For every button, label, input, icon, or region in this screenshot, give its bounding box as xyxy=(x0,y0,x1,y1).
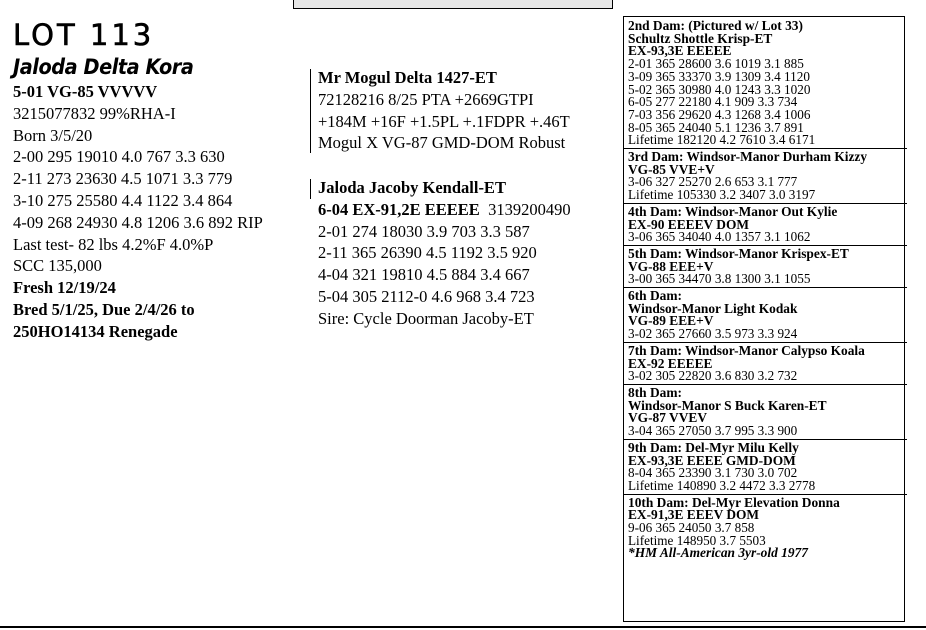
cow-name: Jaloda Delta Kora xyxy=(13,55,194,79)
record-line xyxy=(13,103,313,125)
dam-line xyxy=(318,199,571,221)
record-line-text: Last test- 82 lbs 4.2%F 4.0%P xyxy=(13,234,214,254)
dam-line-text: 4-04 321 19810 4.5 884 3.4 667 xyxy=(318,265,530,285)
ancestor-line xyxy=(628,231,902,244)
dam-line xyxy=(318,221,571,243)
ancestor-line-text: VG-89 EEE+V xyxy=(628,313,714,329)
ancestor-line-text: 7th Dam: Windsor-Manor Calypso Koala xyxy=(628,342,865,358)
record-line-text: 2-11 273 23630 4.5 1071 3.3 779 xyxy=(13,169,233,189)
record-line xyxy=(13,277,313,299)
ancestor-line-text: EX-92 EEEEE xyxy=(628,355,713,371)
sire-line xyxy=(318,132,570,154)
dam-line-text: 5-04 305 2112-0 4.6 968 3.4 723 xyxy=(318,286,535,306)
ancestor-line xyxy=(628,547,902,560)
ancestor-line-text: 8-05 365 24040 5.1 1236 3.7 891 xyxy=(628,119,804,135)
bottom-rule xyxy=(0,626,926,628)
ancestor-line-text: Windsor-Manor Light Kodak xyxy=(628,300,798,316)
ancestor-line xyxy=(628,477,902,493)
sire-line-text: +184M +16F +1.5PL +.1FDPR +.46T xyxy=(318,111,570,131)
dam-line xyxy=(318,308,571,330)
ancestor-entry xyxy=(628,290,902,341)
ancestor-line xyxy=(628,328,902,341)
lot-number: LOT 113 xyxy=(13,18,155,52)
sire-line xyxy=(318,89,570,111)
ancestor-line-text: 8-04 365 23390 3.1 730 3.0 702 xyxy=(628,465,798,481)
sire-line-text: Mogul X VG-87 GMD-DOM Robust xyxy=(318,133,566,153)
dam-line xyxy=(318,286,571,308)
ancestor-line-text: EX-91,3E EEEV DOM xyxy=(628,507,760,523)
sire-block xyxy=(310,67,612,157)
ancestor-line-text: 2nd Dam: (Pictured w/ Lot 33) xyxy=(628,18,803,33)
dam-line xyxy=(318,242,571,264)
record-line xyxy=(13,81,313,103)
record-line-text: 4-09 268 24930 4.8 1206 3.6 892 RIP xyxy=(13,212,263,232)
ancestor-line-text: Schultz Shottle Krisp-ET xyxy=(628,30,773,46)
record-line-text: SCC 135,000 xyxy=(13,256,102,276)
record-line-text: 250HO14134 Renegade xyxy=(13,321,178,341)
dam-line-text: 2-01 274 18030 3.9 703 3.3 587 xyxy=(318,221,530,241)
ancestor-line-text: 3-02 365 27660 3.5 973 3.3 924 xyxy=(628,326,798,342)
ancestor-line-text: VG-88 EEE+V xyxy=(628,258,714,274)
dam-line-text: Sire: Cycle Doorman Jacoby-ET xyxy=(318,308,534,328)
ancestor-entry xyxy=(628,494,902,561)
sire-info xyxy=(318,67,570,154)
ancestor-line xyxy=(628,425,902,438)
ancestor-line-text: VG-85 VVE+V xyxy=(628,161,715,177)
dam-block xyxy=(310,177,612,329)
ancestor-line-text: 4th Dam: Windsor-Manor Out Kylie xyxy=(628,203,838,219)
dam-info xyxy=(318,177,571,330)
ancestor-line-text: Windsor-Manor S Buck Karen-ET xyxy=(628,397,827,413)
record-line xyxy=(13,190,313,212)
dam-line-text: 2-11 365 26390 4.5 1192 3.5 920 xyxy=(318,243,537,263)
record-line-text: Bred 5/1/25, Due 2/4/26 to xyxy=(13,299,195,319)
ancestor-entry xyxy=(628,342,902,384)
ancestor-line xyxy=(628,370,902,383)
ancestor-line-text: Lifetime 182120 4.2 7610 3.4 6171 xyxy=(628,132,816,148)
ancestor-line-text: *HM All-American 3yr-old 1977 xyxy=(628,545,808,561)
ancestor-line-text: 9th Dam: Del-Myr Milu Kelly xyxy=(628,439,799,455)
ancestor-entry xyxy=(628,20,902,147)
record-line-text: 5-01 VG-85 VVVVV xyxy=(13,82,158,101)
ancestor-line-text: 6th Dam: xyxy=(628,288,682,304)
record-line xyxy=(13,125,313,147)
sire-line xyxy=(318,111,570,133)
record-line-text: Fresh 12/19/24 xyxy=(13,278,116,298)
ancestor-line-text: 3-06 327 25270 2.6 653 3.1 777 xyxy=(628,174,798,190)
record-line xyxy=(13,168,313,190)
ancestor-entry xyxy=(628,151,902,202)
record-line-text: Born 3/5/20 xyxy=(13,125,93,145)
ancestor-line-text: Lifetime 140890 3.2 4472 3.3 2778 xyxy=(628,477,816,493)
record-line-text: 3215077832 99%RHA-I xyxy=(13,103,176,123)
ancestor-line-text: 2-01 365 28600 3.6 1019 3.1 885 xyxy=(628,56,804,72)
dam-line-registration: 3139200490 xyxy=(479,199,571,219)
ancestor-line-text: 8th Dam: xyxy=(628,384,682,400)
ancestor-entry xyxy=(628,439,902,493)
ancestor-line-text: 5th Dam: Windsor-Manor Krispex-ET xyxy=(628,245,849,261)
ancestor-line-text: 3rd Dam: Windsor-Manor Durham Kizzy xyxy=(628,149,868,165)
sire-line-text: Mr Mogul Delta 1427-ET xyxy=(318,68,497,87)
ancestor-entry xyxy=(628,203,902,245)
sire-line-text: 72128216 8/25 PTA +2669GTPI xyxy=(318,89,534,109)
ancestor-line-text: 6-05 277 22180 4.1 909 3.3 734 xyxy=(628,94,798,110)
record-line xyxy=(13,255,313,277)
dam-line-text: 6-04 EX-91,2E EEEEE xyxy=(318,199,480,219)
dam-line-text: Jaloda Jacoby Kendall-ET xyxy=(318,178,506,197)
record-line xyxy=(13,299,313,321)
record-line xyxy=(13,321,313,343)
pedigree-list xyxy=(628,20,902,560)
ancestor-line-text: 9-06 365 24050 3.7 858 xyxy=(628,520,755,536)
ancestor-line-text: 3-09 365 33370 3.9 1309 3.4 1120 xyxy=(628,68,810,84)
ancestor-line-text: 7-03 356 29620 4.3 1268 3.4 1006 xyxy=(628,106,811,122)
record-line xyxy=(13,146,313,168)
lot-info xyxy=(13,18,313,343)
pedigree-box xyxy=(623,16,905,622)
ancestor-line-text: Lifetime 148950 3.7 5503 xyxy=(628,532,766,548)
ancestor-line-text: EX-90 EEEEV DOM xyxy=(628,216,750,232)
record-line-text: 3-10 275 25580 4.4 1122 3.4 864 xyxy=(13,190,233,210)
dam-divider xyxy=(310,179,311,199)
ancestor-line-text: 3-04 365 27050 3.7 995 3.3 900 xyxy=(628,423,798,439)
ancestor-line-text: 3-02 305 22820 3.6 830 3.2 732 xyxy=(628,368,798,384)
ancestor-line-text: 3-06 365 34040 4.0 1357 3.1 1062 xyxy=(628,229,811,245)
record-line xyxy=(13,212,313,234)
cow-record xyxy=(13,81,313,343)
sire-divider xyxy=(310,69,311,153)
ancestor-line-text: Lifetime 105330 3.2 3407 3.0 3197 xyxy=(628,187,816,203)
ancestor-line-text: 5-02 365 30980 4.0 1243 3.3 1020 xyxy=(628,81,811,97)
record-line-text: 2-00 295 19010 4.0 767 3.3 630 xyxy=(13,147,225,167)
ancestor-line xyxy=(628,273,902,286)
record-line xyxy=(13,234,313,256)
ancestor-line xyxy=(628,189,902,202)
top-caption-box xyxy=(293,0,613,9)
dam-line xyxy=(318,177,571,199)
ancestor-line-text: EX-93,3E EEEEE xyxy=(628,43,732,59)
ancestor-line-text: 10th Dam: Del-Myr Elevation Donna xyxy=(628,494,840,510)
ancestor-entry xyxy=(628,384,902,439)
dam-line xyxy=(318,264,571,286)
ancestor-line-text: EX-93,3E EEEE GMD-DOM xyxy=(628,452,796,468)
ancestor-line-text: 3-00 365 34470 3.8 1300 3.1 1055 xyxy=(628,271,811,287)
ancestor-entry xyxy=(628,245,902,287)
ancestor-line xyxy=(628,134,902,147)
ancestor-line-text: VG-87 VVEV xyxy=(628,410,707,426)
sire-line xyxy=(318,67,570,89)
